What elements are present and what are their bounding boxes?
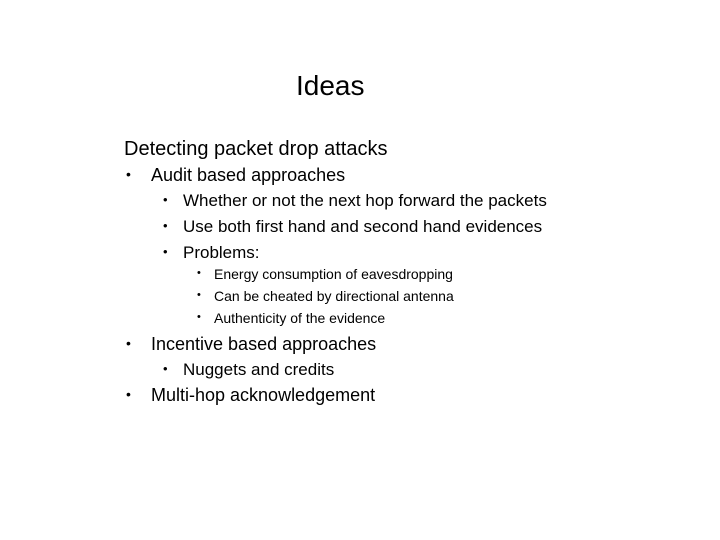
sub-sub-bullet-item: Can be cheated by directional antenna xyxy=(214,288,454,304)
bullet-item: Incentive based approaches xyxy=(151,334,377,354)
bullet-icon: • xyxy=(126,386,131,402)
slide-title: Ideas xyxy=(296,70,365,101)
sub-bullet-item: Problems: xyxy=(183,243,260,262)
bullet-item: Multi-hop acknowledgement xyxy=(151,385,376,405)
sub-bullet-item: Nuggets and credits xyxy=(183,360,335,379)
bullet-icon: • xyxy=(163,361,168,376)
bullet-icon: • xyxy=(163,192,168,207)
bullet-icon: • xyxy=(163,218,168,233)
sub-bullet-item: Whether or not the next hop forward the packets xyxy=(183,191,547,210)
bullet-icon: • xyxy=(197,267,201,279)
sub-sub-bullet-item: Authenticity of the evidence xyxy=(214,310,386,326)
bullet-icon: • xyxy=(197,289,201,301)
bullet-icon: • xyxy=(163,244,168,259)
bullet-icon: • xyxy=(197,311,201,323)
sub-sub-bullet-item: Energy consumption of eavesdropping xyxy=(214,266,453,282)
bullet-item: Audit based approaches xyxy=(151,165,346,185)
slide-heading: Detecting packet drop attacks xyxy=(124,138,388,160)
bullet-icon: • xyxy=(126,335,131,351)
sub-bullet-item: Use both first hand and second hand evidences xyxy=(183,217,543,236)
bullet-icon: • xyxy=(126,166,131,182)
